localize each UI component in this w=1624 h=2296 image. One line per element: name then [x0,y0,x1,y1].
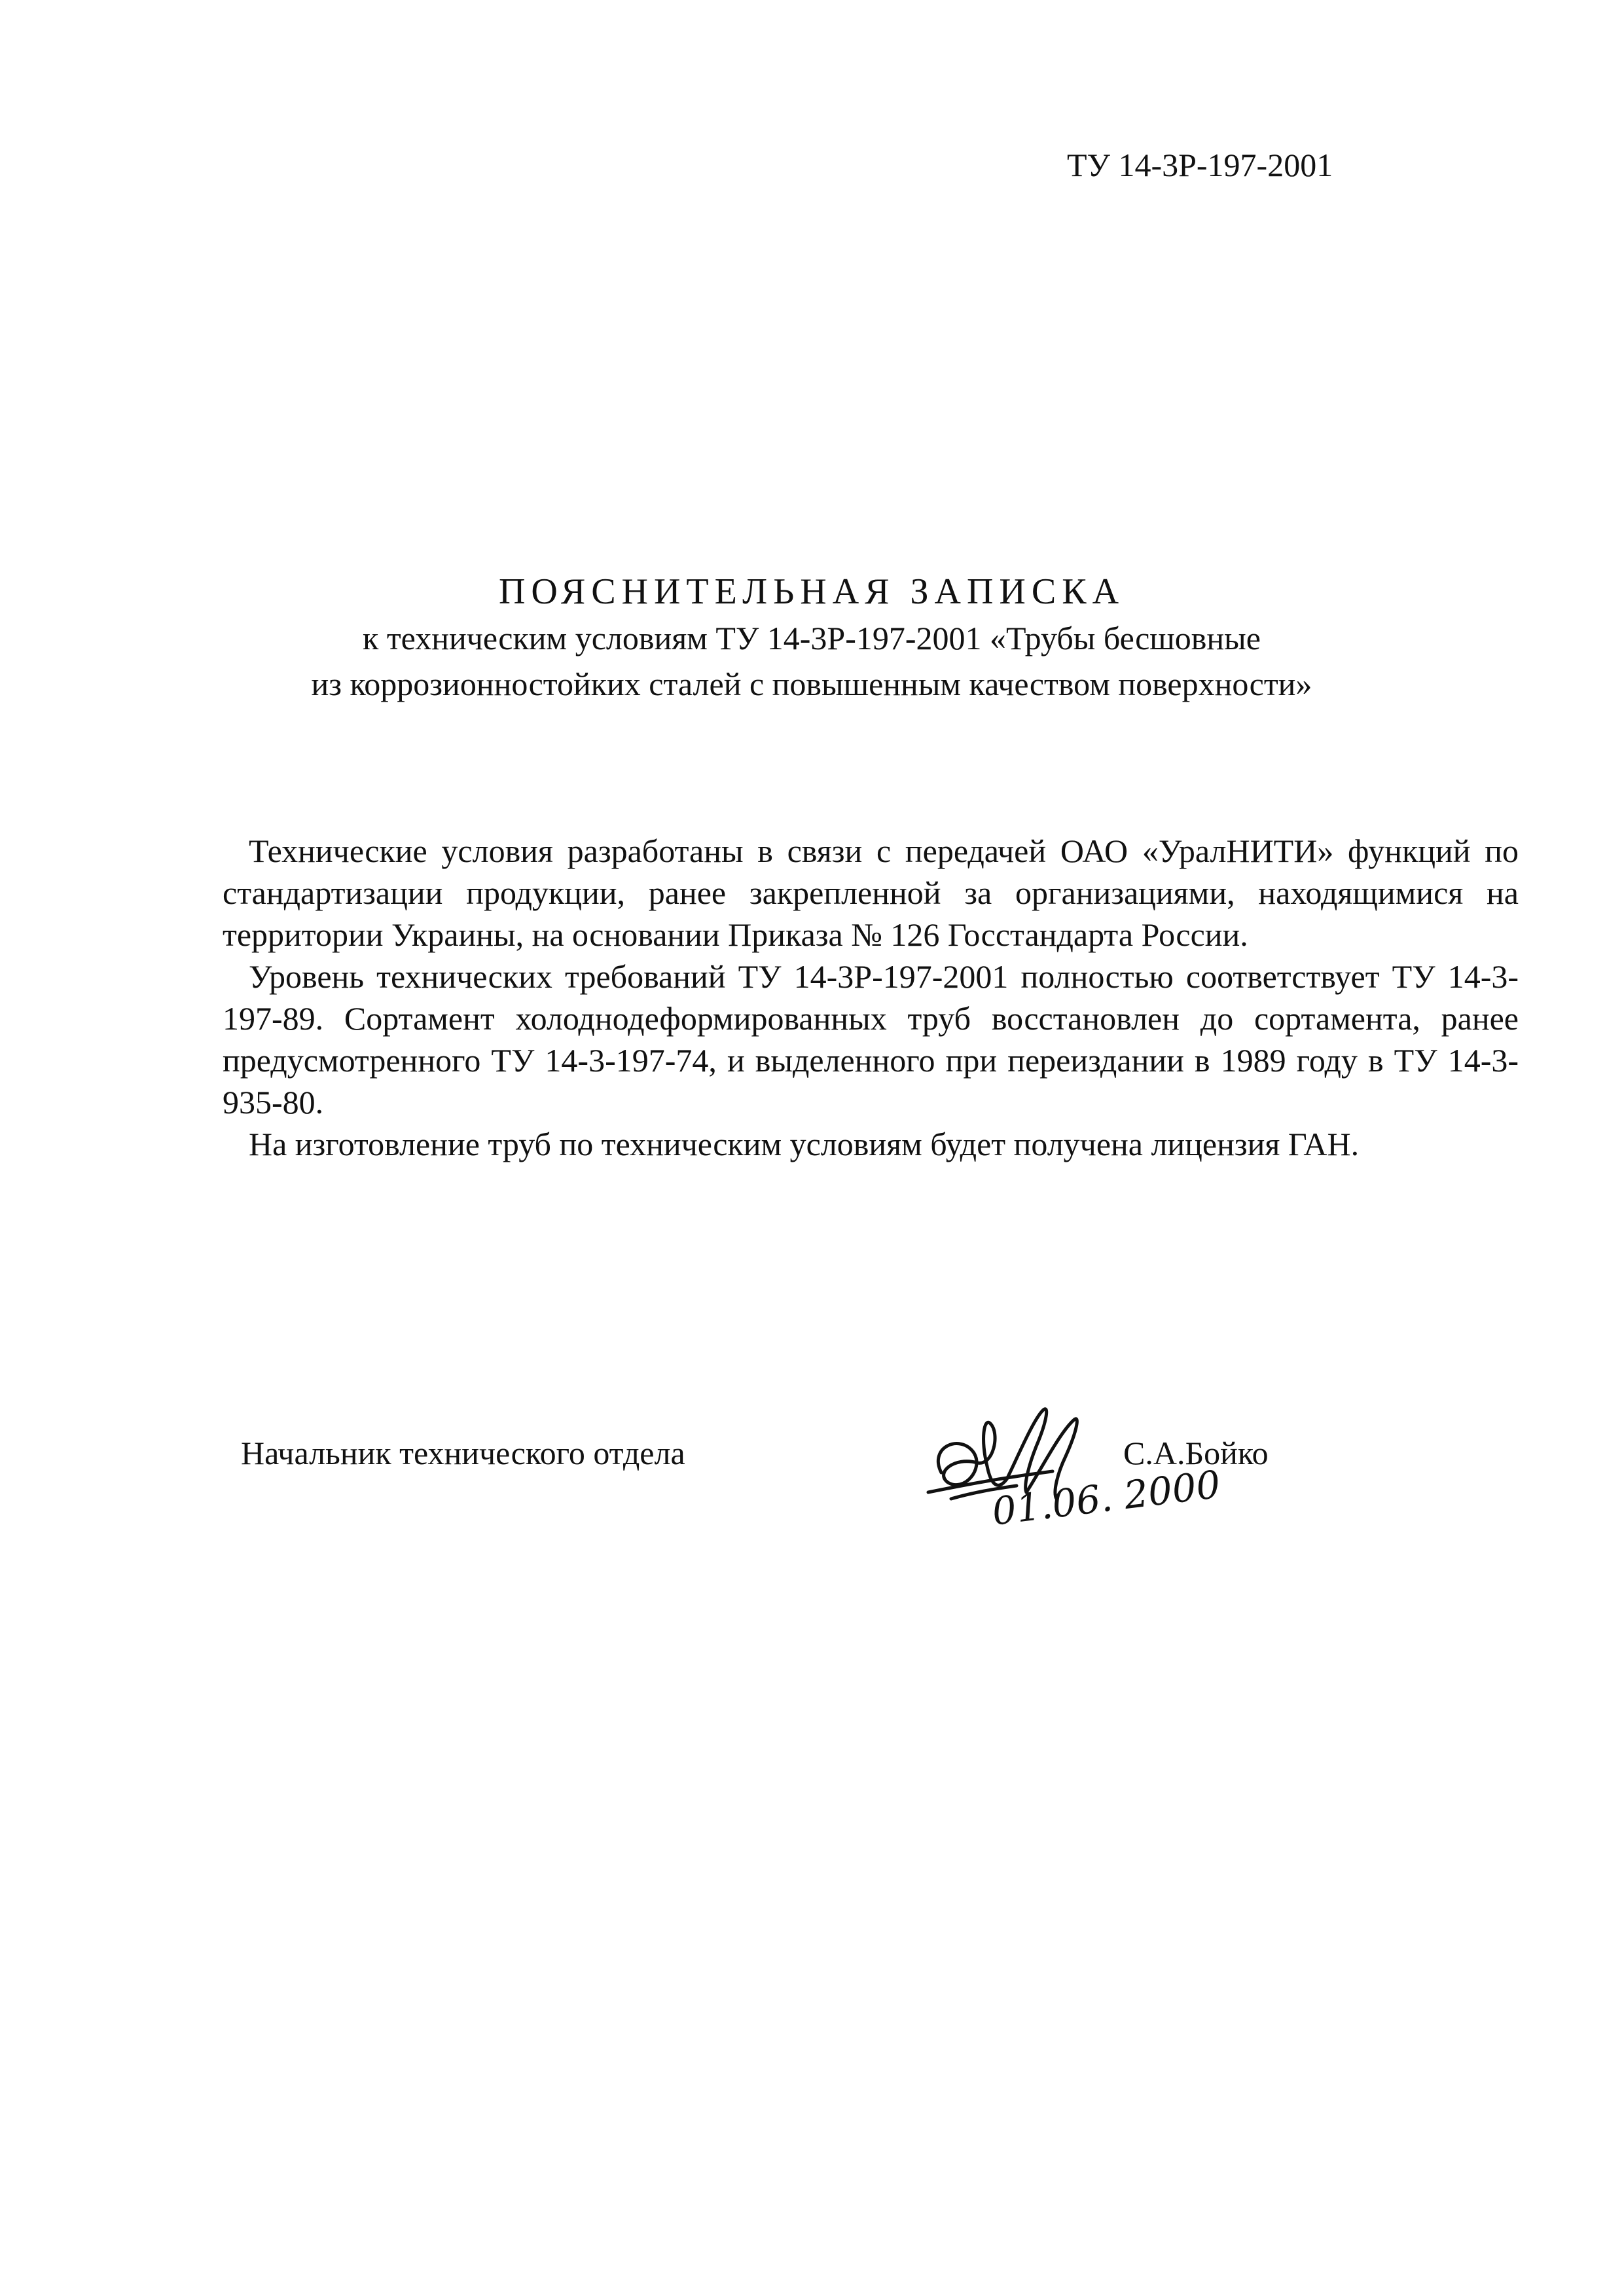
body-text [223,830,1519,1165]
paragraph: На изготовление труб по техническим условиям будет получена лицензия ГАН. [249,1126,1360,1162]
title-subtitle-line-1: к техническим условиям ТУ 14-3Р-197-2001 «Трубы бесшовные [363,620,1261,656]
title-subtitle-line-2: из коррозионностойких сталей с повышенным качеством поверхности» [311,666,1312,702]
paragraph: Технические условия разработаны в связи с передачей ОАО «УралНИТИ» функций по стандартизации продукции, ранее закрепленной за организациями, находящимися на территории Украины, на основании Приказа № 126 Госстандарта России. [223,833,1519,953]
signatory-name: С.А.Бойко [1123,1435,1269,1471]
page-title: ПОЯСНИТЕЛЬНАЯ ЗАПИСКА [498,571,1125,612]
document-code: ТУ 14-3Р-197-2001 [1067,147,1333,183]
signatory-position: Начальник технического отдела [241,1435,685,1471]
handwritten-date: 01.06. 2000 [989,1462,1223,1534]
title-block [164,568,1460,707]
signature-block [241,1427,1354,1597]
paragraph: Уровень технических требований ТУ 14-3Р-197-2001 полностью соответствует ТУ 14-3-197-89. Сортамент холоднодеформированных труб восстановлен до сортамента, ранее предусмотренного ТУ 14-3-197-74, и выделенного при переиздании в 1989 году в ТУ 14-3-935-80. [223,958,1519,1121]
